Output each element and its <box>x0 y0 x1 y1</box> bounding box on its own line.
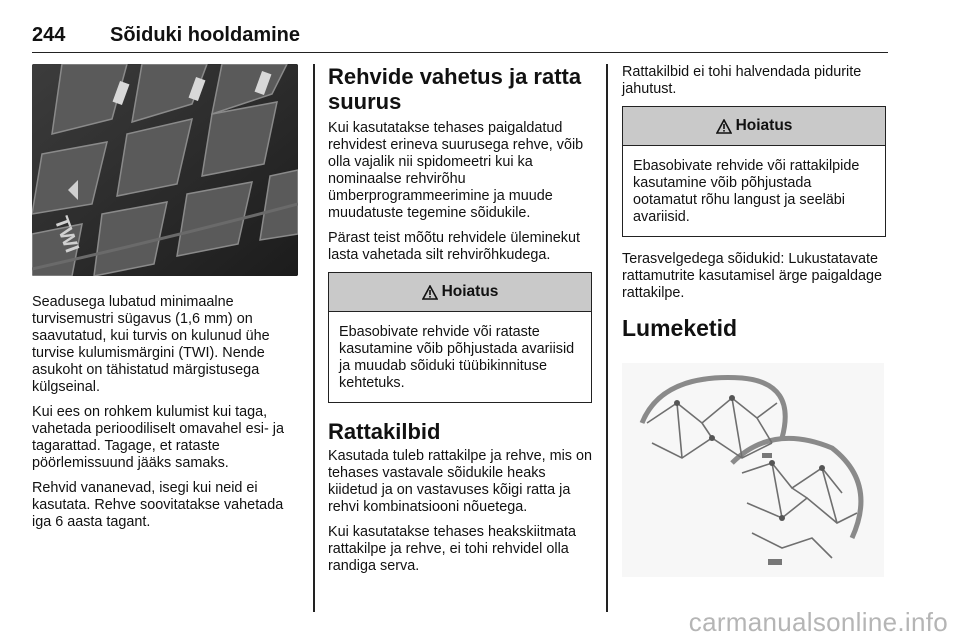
snow-chain-image <box>622 363 884 577</box>
warning-box-covers <box>622 106 886 237</box>
warning-box-tires <box>328 272 592 403</box>
steel-rims-text: Terasvelgedega sõidukid: Lukustatavate rattamutrite kasutamisel ärge paigaldage rattakilpe. <box>622 251 882 301</box>
tire-tread-image <box>32 64 298 276</box>
warning-header <box>623 107 885 146</box>
pressure-label-text: Pärast teist mõõtu rehvidele üleminekut lasta vahetada silt rehvirõhkudega. <box>328 230 580 263</box>
column-1 <box>32 64 302 539</box>
warning-triangle-icon <box>422 285 438 300</box>
warning-triangle-icon <box>716 119 732 134</box>
wheel-covers-heading: Rattakilbid <box>328 419 441 444</box>
section-title: Sõiduki hooldamine <box>110 24 301 46</box>
tire-size-text: Kui kasutatakse tehases paigaldatud rehvidest erineva suurusega rehve, võib olla vajalik nii spidomeetri kui ka nominaalse rehvirõhu ümberprogrammeerimine ja muude muudatuste tegemine sõidukile. <box>328 120 584 221</box>
twi-label: TWI <box>49 213 83 256</box>
column-2 <box>328 64 592 583</box>
snow-chains-heading: Lumeketid <box>622 315 738 341</box>
warning-text: Ebasobivate rehvide või rataste kasutamine võib põhjustada avariisid ja muudab sõiduki tüübikinnituse kehtetuks. <box>339 324 575 391</box>
snow-chain-illustration <box>622 363 884 577</box>
page-header <box>32 14 888 53</box>
warning-header <box>329 273 591 312</box>
tire-aging-text: Rehvid vananevad, isegi kui neid ei kasutata. Rehve soovitatakse vahetada iga 6 aasta tagant. <box>32 480 284 530</box>
tire-rotation-text: Kui ees on rohkem kulumist kui taga, vahetada perioodiliselt omavahel esi- ja tagarattad. Tagage, et rataste pöörlemissuund jääks samaks. <box>32 404 284 471</box>
page-number: 244 <box>32 24 66 46</box>
tread-depth-text: Seadusega lubatud minimaalne turvisemustri sügavus (1,6 mm) on saavutatud, kui turvis on kulunud ühe turvise kulumismärgini (TWI). Nende asukoht on tähistatud märgistusega külgseinal. <box>32 294 270 395</box>
column-divider-1 <box>313 64 315 612</box>
warning-title: Hoiatus <box>735 117 793 134</box>
warning-text: Ebasobivate rehvide või rattakilpide kasutamine võib põhjustada ootamatut rõhu langust ja seeläbi avariisid. <box>633 158 860 225</box>
brake-cooling-text: Rattakilbid ei tohi halvendada pidurite jahutust. <box>622 64 862 97</box>
column-3 <box>622 64 886 577</box>
wheel-covers-text: Kasutada tuleb rattakilpe ja rehve, mis on tehases vastavale sõidukile heaks kiidetud ja on vastavuses kõigi ratta ja rehvi kombinatsiooni nõuetega. <box>328 448 592 515</box>
column-divider-2 <box>606 64 608 612</box>
tire-tread-illustration <box>32 64 298 276</box>
warning-title: Hoiatus <box>441 283 499 300</box>
watermark: carmanualsonline.info <box>688 607 948 637</box>
tire-change-heading: Rehvide vahetus ja ratta suurus <box>328 64 582 114</box>
wheel-covers-rim-text: Kui kasutatakse tehases heakskiitmata rattakilpe ja rehve, ei tohi rehvidel olla randiga serva. <box>328 524 576 574</box>
